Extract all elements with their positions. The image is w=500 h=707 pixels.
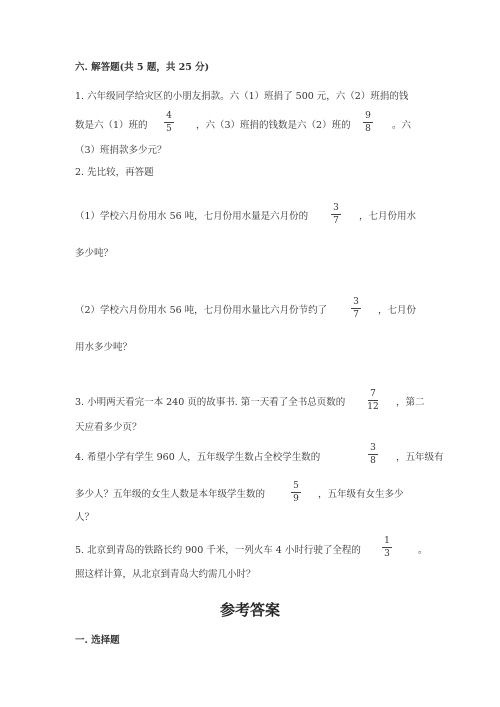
fraction-denominator: 3 xyxy=(384,549,390,559)
q2-sub2-a: （2）学校六月份用水 56 吨，七月份用水量比六月份节约了 xyxy=(75,305,328,316)
fraction-denominator: 8 xyxy=(370,456,376,466)
q4-line3: 人？ xyxy=(75,512,95,523)
q2-title: 2. 先比较，再答题 xyxy=(75,167,154,178)
fraction-numerator: 7 xyxy=(370,389,376,399)
answer-title: 参考答案 xyxy=(219,601,280,619)
q2-fraction-2 xyxy=(345,298,367,320)
fraction-numerator: 4 xyxy=(166,111,172,121)
q4-fraction-1 xyxy=(362,444,384,466)
q3-line2: 天应看多少页？ xyxy=(75,422,142,433)
q3-fraction xyxy=(362,390,384,412)
q1-fraction-2 xyxy=(357,112,379,134)
q4-line1-a: 4. 希望小学有学生 960 人，五年级学生数占全校学生数的 xyxy=(75,452,321,463)
fraction-numerator: 1 xyxy=(384,536,390,546)
q1-line3: （3）班捐款多少元？ xyxy=(75,145,167,156)
q5-line1-b: 。 xyxy=(418,545,428,556)
fraction-numerator: 3 xyxy=(370,443,376,453)
q1-line2-c: 。六 xyxy=(392,120,412,131)
q1-line2-b: ，六（3）班捐的钱数是六（2）班的 xyxy=(196,120,351,131)
fraction-denominator: 5 xyxy=(166,124,172,134)
q4-line1-b: ，五年级有 xyxy=(396,452,444,463)
q2-fraction-1 xyxy=(325,204,347,226)
fraction-numerator: 5 xyxy=(293,481,299,491)
q2-sub1-b: ，七月份用水 xyxy=(359,211,417,222)
q5-line2: 照这样计算，从北京到青岛大约需几小时？ xyxy=(75,569,256,580)
fraction-denominator: 9 xyxy=(293,494,299,504)
section-title: 六. 解答题(共 5 题，共 25 分) xyxy=(75,62,210,73)
q5-line1-a: 5. 北京到青岛的铁路长约 900 千米，一列火车 4 小时行驶了全程的 xyxy=(75,545,361,556)
q4-line2-b: ，五年级有女生多少 xyxy=(318,489,404,500)
q3-line1-a: 3. 小明两天看完一本 240 页的故事书. 第一天看了全书总页数的 xyxy=(75,397,346,408)
fraction-denominator: 7 xyxy=(353,310,359,320)
q2-sub1-c: 多少吨？ xyxy=(75,248,114,259)
q2-sub2-c: 用水多少吨？ xyxy=(75,342,133,353)
q1-line2-a: 数是六（1）班的 xyxy=(75,120,148,131)
fraction-denominator: 12 xyxy=(367,402,379,412)
fraction-numerator: 3 xyxy=(353,297,359,307)
answer-section-title: 一. 选择题 xyxy=(75,635,120,646)
q4-line2-a: 多少人？五年级的女生人数是本年级学生数的 xyxy=(75,489,266,500)
fraction-numerator: 9 xyxy=(365,111,371,121)
fraction-numerator: 3 xyxy=(333,203,339,213)
q3-line1-b: ，第二 xyxy=(396,397,425,408)
q2-sub1-a: （1）学校六月份用水 56 吨，七月份用水量是六月份的 xyxy=(75,211,309,222)
q1-line1: 1. 六年级同学给灾区的小朋友捐款。六（1）班捐了 500 元，六（2）班捐的钱 xyxy=(75,91,409,102)
q2-sub2-b: ，七月份 xyxy=(378,305,417,316)
q4-fraction-2 xyxy=(285,482,307,504)
q1-fraction-1 xyxy=(158,112,180,134)
fraction-denominator: 8 xyxy=(365,124,371,134)
fraction-denominator: 7 xyxy=(333,216,339,226)
q5-fraction xyxy=(376,537,398,559)
